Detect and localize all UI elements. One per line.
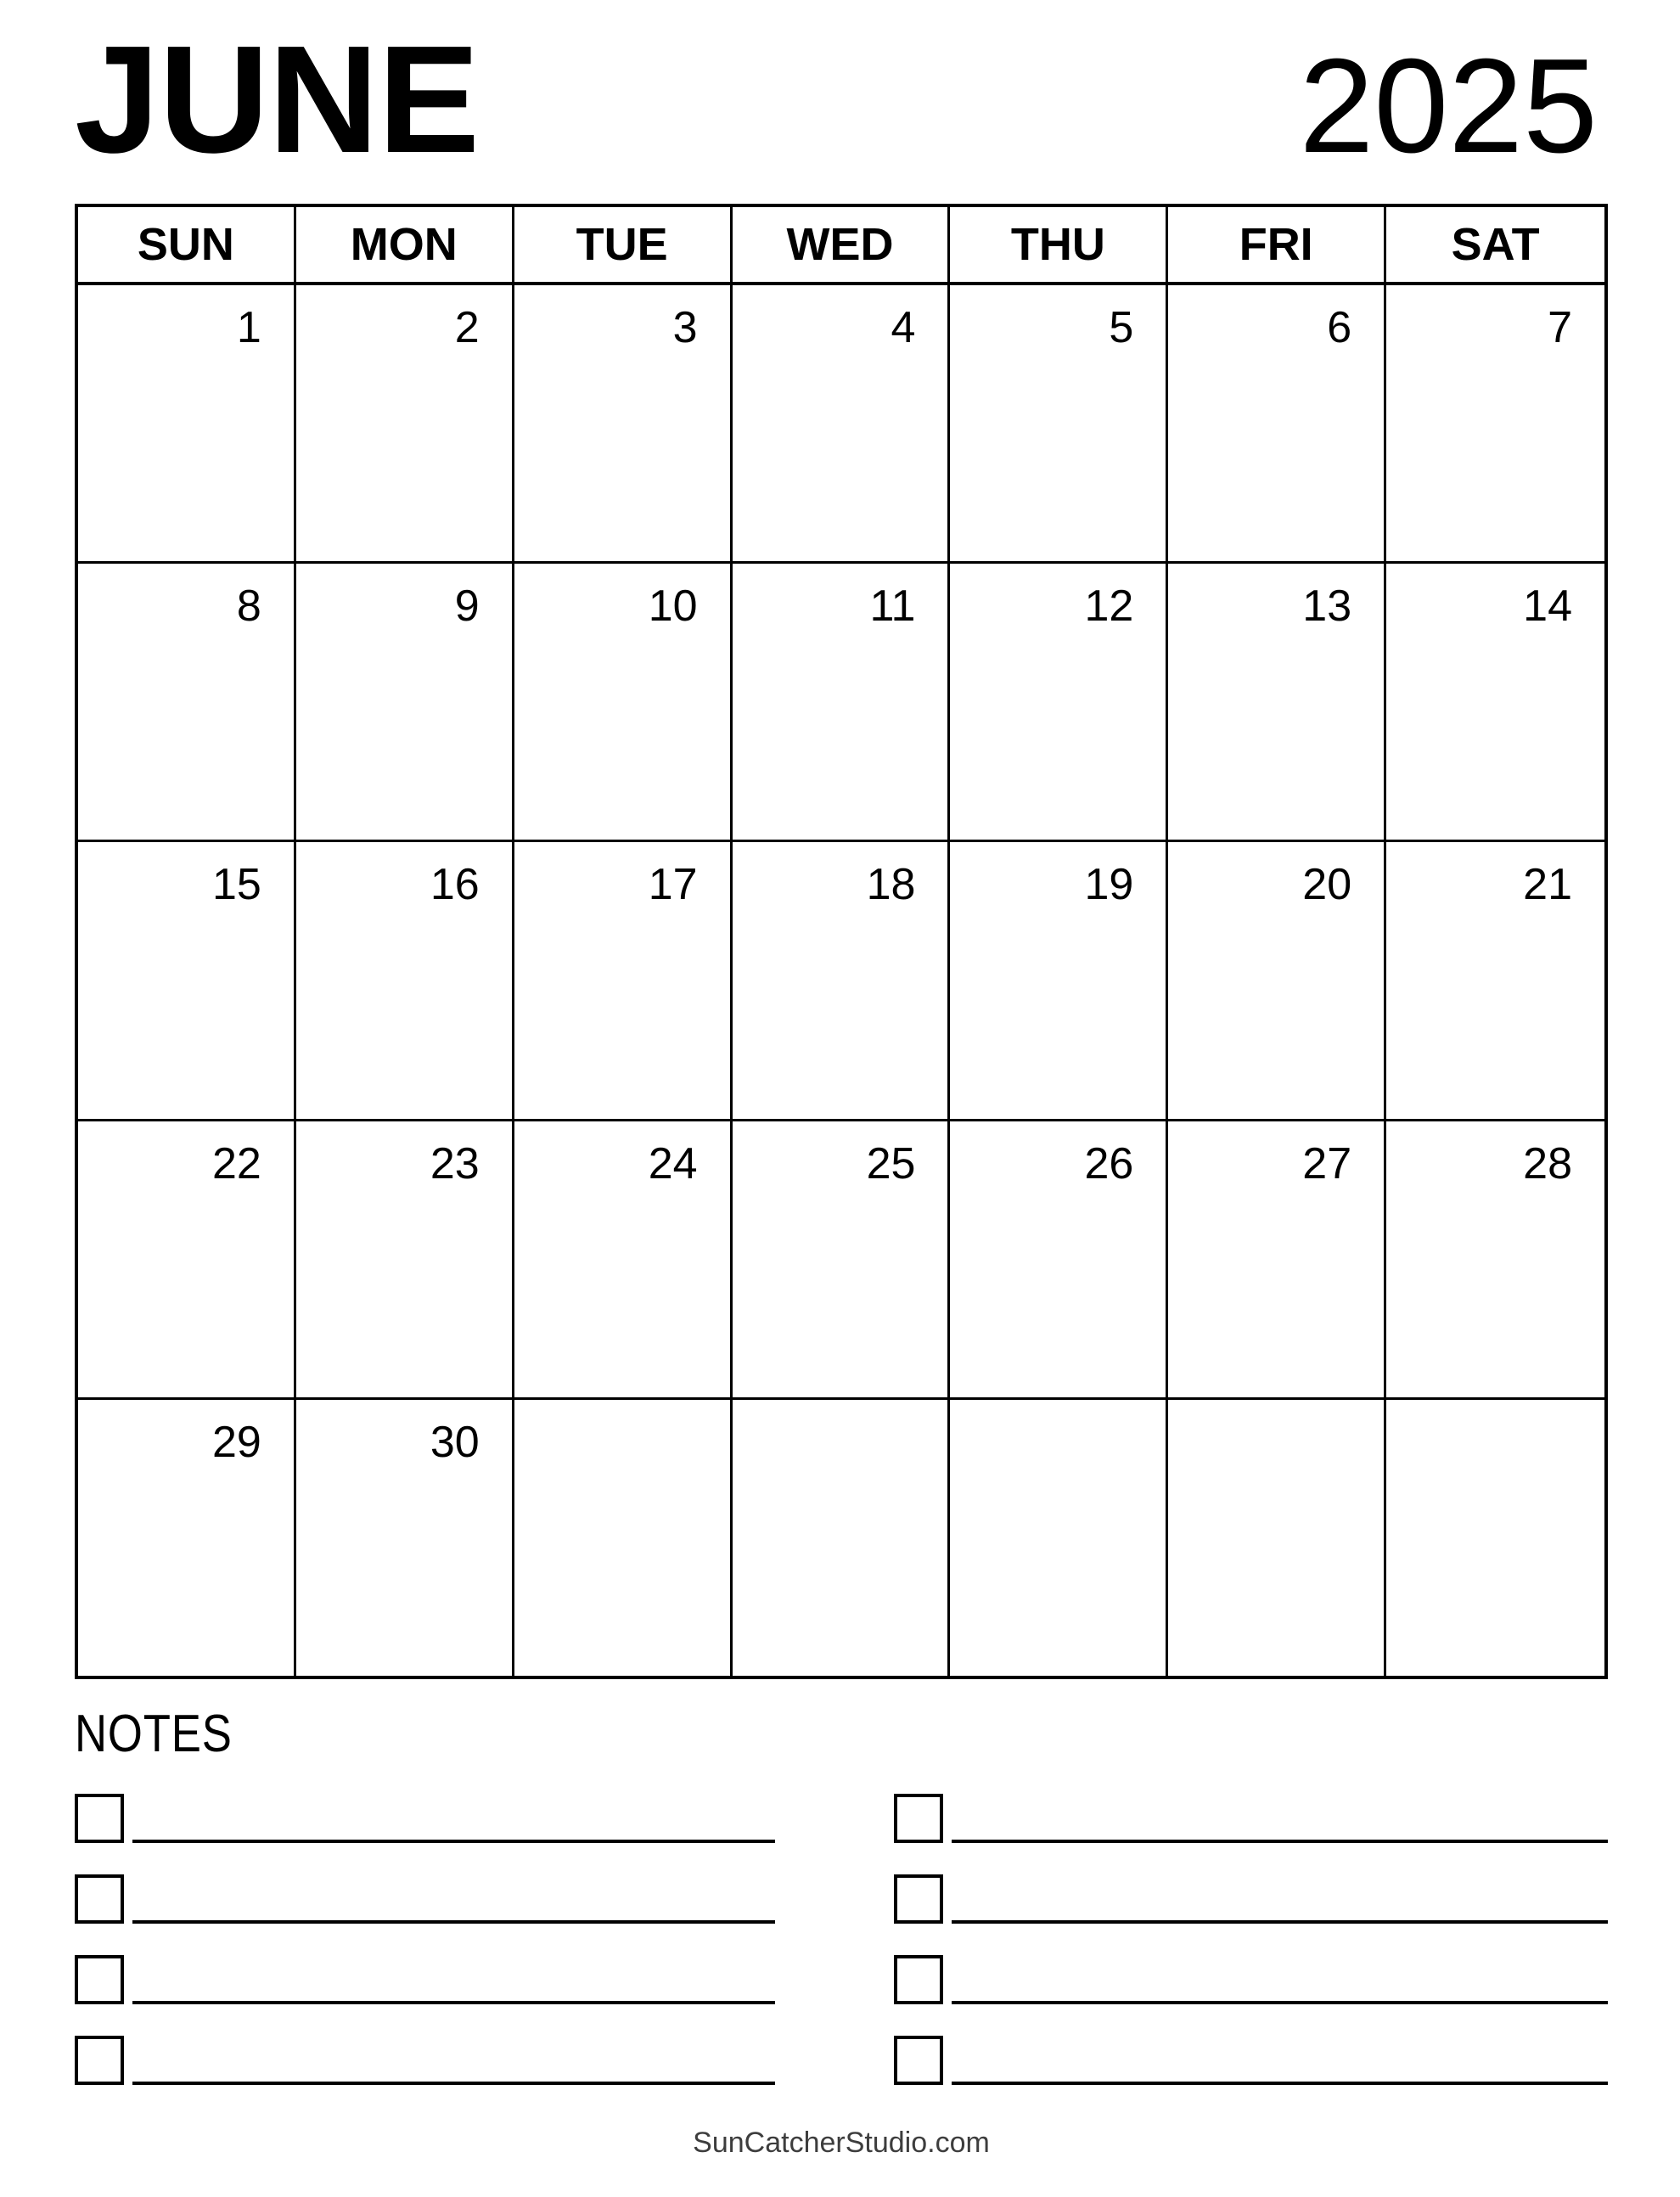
day-cell-30 — [296, 1400, 514, 1676]
weekday-header-row — [78, 207, 1604, 285]
notes-section — [75, 1679, 1608, 2085]
day-number: 12 — [1084, 582, 1134, 632]
day-header-sat: SAT — [1451, 219, 1540, 270]
day-cell-15 — [78, 842, 296, 1118]
note-checkbox[interactable] — [75, 1794, 124, 1843]
day-cell-empty — [514, 1400, 733, 1676]
day-cell-3 — [514, 285, 733, 561]
day-cell-27 — [1168, 1121, 1386, 1397]
note-line — [132, 1840, 775, 1843]
day-header-mon: MON — [296, 207, 514, 282]
note-line — [952, 1920, 1608, 1924]
day-number: 11 — [869, 582, 916, 632]
day-number: 19 — [1084, 860, 1134, 910]
day-cell-12 — [950, 564, 1168, 840]
day-number: 5 — [1109, 303, 1134, 352]
day-cell-16 — [296, 842, 514, 1118]
week-row — [78, 840, 1604, 1118]
day-number: 16 — [430, 860, 480, 910]
day-number: 15 — [212, 860, 261, 910]
note-checkbox[interactable] — [894, 1794, 943, 1843]
day-cell-5 — [950, 285, 1168, 561]
calendar-grid — [75, 204, 1608, 1679]
day-cell-17 — [514, 842, 733, 1118]
note-item — [75, 1955, 775, 2004]
note-checkbox[interactable] — [75, 1874, 124, 1924]
day-header-sun: SUN — [78, 207, 296, 282]
note-checkbox[interactable] — [75, 2036, 124, 2085]
day-cell-14 — [1386, 564, 1604, 840]
note-item — [894, 1955, 1608, 2004]
note-item — [894, 2036, 1608, 2085]
day-cell-4 — [733, 285, 951, 561]
day-cell-23 — [296, 1121, 514, 1397]
day-number: 20 — [1302, 860, 1352, 910]
day-number: 29 — [212, 1417, 261, 1467]
day-number: 2 — [454, 303, 480, 352]
day-cell-10 — [514, 564, 733, 840]
note-line — [132, 1920, 775, 1924]
day-number: 21 — [1523, 860, 1572, 910]
note-item — [75, 2036, 775, 2085]
site-credit: SunCatcherStudio.com — [693, 2127, 990, 2159]
day-cell-empty — [950, 1400, 1168, 1676]
day-number: 9 — [454, 582, 480, 632]
day-number: 6 — [1327, 303, 1352, 352]
note-item — [75, 1794, 775, 1843]
note-line — [132, 2001, 775, 2004]
day-cell-9 — [296, 564, 514, 840]
day-cell-2 — [296, 285, 514, 561]
note-line — [952, 2082, 1608, 2085]
notes-column-right — [894, 1794, 1608, 2085]
day-header-thu: THU — [950, 207, 1168, 282]
day-cell-empty — [733, 1400, 951, 1676]
note-item — [894, 1874, 1608, 1924]
note-line — [132, 2082, 775, 2085]
day-number: 1 — [236, 303, 261, 352]
notes-heading: NOTES — [75, 1705, 233, 1763]
title-row — [75, 14, 1608, 185]
day-cell-29 — [78, 1400, 296, 1676]
day-cell-21 — [1386, 842, 1604, 1118]
calendar-page — [0, 14, 1680, 2197]
day-cell-1 — [78, 285, 296, 561]
notes-columns — [75, 1794, 1608, 2085]
day-number: 7 — [1548, 303, 1572, 352]
day-cell-11 — [733, 564, 951, 840]
day-header-fri: FRI — [1168, 207, 1386, 282]
day-cell-28 — [1386, 1121, 1604, 1397]
day-number: 22 — [212, 1138, 261, 1188]
day-number: 17 — [648, 860, 698, 910]
day-number: 24 — [648, 1138, 698, 1188]
day-cell-24 — [514, 1121, 733, 1397]
calendar-body — [78, 285, 1604, 1676]
day-number: 8 — [236, 582, 261, 632]
day-number: 18 — [866, 860, 916, 910]
day-cell-19 — [950, 842, 1168, 1118]
note-checkbox[interactable] — [894, 2036, 943, 2085]
day-number: 27 — [1302, 1138, 1352, 1188]
day-number: 3 — [672, 303, 698, 352]
day-number: 13 — [1302, 582, 1352, 632]
day-cell-8 — [78, 564, 296, 840]
day-cell-empty — [1168, 1400, 1386, 1676]
note-checkbox[interactable] — [894, 1955, 943, 2004]
week-row — [78, 285, 1604, 561]
day-number: 25 — [866, 1138, 916, 1188]
note-line — [952, 1840, 1608, 1843]
page-footer — [75, 2127, 1608, 2160]
day-number: 10 — [648, 582, 698, 632]
note-item — [894, 1794, 1608, 1843]
notes-column-left — [75, 1794, 775, 2085]
day-cell-20 — [1168, 842, 1386, 1118]
day-cell-18 — [733, 842, 951, 1118]
day-cell-25 — [733, 1121, 951, 1397]
day-number: 30 — [430, 1417, 480, 1467]
year-title: 2025 — [1299, 31, 1598, 181]
day-number: 23 — [430, 1138, 480, 1188]
week-row — [78, 561, 1604, 840]
day-cell-26 — [950, 1121, 1168, 1397]
day-number: 26 — [1084, 1138, 1134, 1188]
week-row — [78, 1119, 1604, 1397]
note-checkbox[interactable] — [894, 1874, 943, 1924]
day-cell-6 — [1168, 285, 1386, 561]
day-cell-7 — [1386, 285, 1604, 561]
month-title: JUNE — [75, 14, 480, 185]
note-item — [75, 1874, 775, 1924]
day-cell-13 — [1168, 564, 1386, 840]
day-number: 28 — [1523, 1138, 1572, 1188]
week-row — [78, 1397, 1604, 1676]
day-cell-22 — [78, 1121, 296, 1397]
day-number: 14 — [1523, 582, 1572, 632]
day-header-tue: TUE — [514, 207, 733, 282]
day-number: 4 — [891, 303, 916, 352]
note-line — [952, 2001, 1608, 2004]
day-header-wed: WED — [733, 207, 951, 282]
day-cell-empty — [1386, 1400, 1604, 1676]
note-checkbox[interactable] — [75, 1955, 124, 2004]
